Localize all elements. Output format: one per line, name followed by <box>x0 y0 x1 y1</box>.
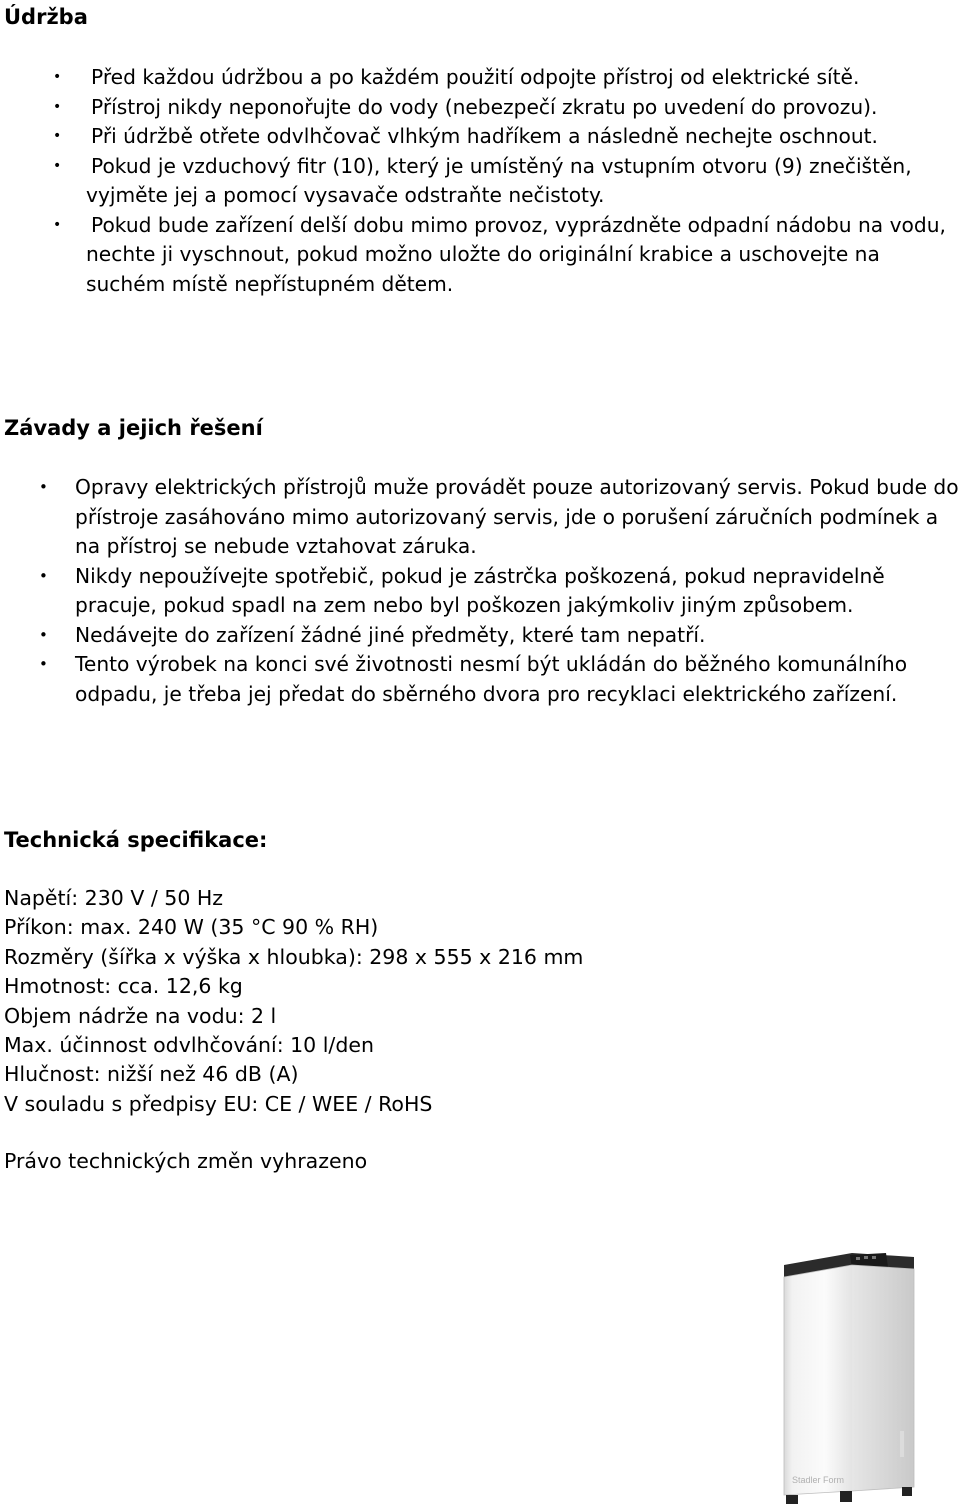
spec-line: V souladu s předpisy EU: CE / WEE / RoHS <box>4 1091 433 1116</box>
list-item-text: Pokud bude zařízení delší dobu mimo provoz, vyprázdněte odpadní nádobu na vodu, nechte ji vyschnout, pokud možno uložte do originální krabice a uschovejte na suchém místě nepřístupném dětem. <box>86 212 946 296</box>
spec-line: Hmotnost: cca. 12,6 kg <box>4 974 243 999</box>
product-brand-label: Stadler Form <box>792 1475 845 1485</box>
maintenance-list <box>86 63 956 299</box>
section-title-faults: Závady a jejich řešení <box>4 416 263 440</box>
list-item-text: Pokud je vzduchový fitr (10), který je umístěný na vstupním otvoru (9) znečištěn, vyjměte jej a pomocí vysavače odstraňte nečistoty. <box>86 153 912 207</box>
section-title-maintenance: Údržba <box>4 5 88 29</box>
spec-line: Napětí: 230 V / 50 Hz <box>4 886 224 910</box>
list-item-text: Opravy elektrických přístrojů muže provádět pouze autorizovaný servis. Pokud bude do přístroje zasáhováno mimo autorizovaný servis, jde o porušení záručních podmínek a na přístroj se nebude vztahovat záruka. <box>75 475 959 558</box>
spec-line: Příkon: max. 240 W (35 °C 90 % RH) <box>4 915 379 940</box>
list-item <box>86 122 956 152</box>
list-item <box>75 650 960 709</box>
list-item-text: Přístroj nikdy neponořujte do vody (nebezpečí zkratu po uvedení do provozu). <box>91 94 878 119</box>
list-item-text: Nikdy nepoužívejte spotřebič, pokud je zástrčka poškozená, pokud nepravidelně pracuje, pokud spadl na zem nebo byl poškozen jakýmkoliv jiným způsobem. <box>75 563 885 617</box>
list-item-text: Nedávejte do zařízení žádné jiné předměty, které tam nepatří. <box>75 622 706 647</box>
list-item <box>75 621 960 651</box>
list-item <box>86 152 956 211</box>
technical-changes-note: Právo technických změn vyhrazeno <box>4 1149 368 1173</box>
list-item <box>75 562 960 621</box>
section-title-specs: Technická specifikace: <box>4 828 268 852</box>
spec-list <box>4 884 583 1119</box>
list-item-text: Před každou údržbou a po každém použití odpojte přístroj od elektrické sítě. <box>91 65 860 89</box>
faults-list <box>75 473 960 709</box>
spec-line: Objem nádrže na vodu: 2 l <box>4 1003 277 1028</box>
list-item <box>86 63 956 93</box>
list-item <box>86 93 956 123</box>
spec-line: Hlučnost: nižší než 46 dB (A) <box>4 1062 299 1087</box>
spec-line: Rozměry (šířka x výška x hloubka): 298 x 555 x 216 mm <box>4 944 584 969</box>
list-item <box>86 211 956 300</box>
list-item-text: Při údržbě otřete odvlhčovač vlhkým hadříkem a následně nechejte oschnout. <box>91 124 878 148</box>
list-item-text: Tento výrobek na konci své životnosti nesmí být ukládán do běžného komunálního odpadu, je třeba jej předat do sběrného dvora pro recyklaci elektrického zařízení. <box>75 652 908 706</box>
dehumidifier-product-image <box>764 1243 934 1508</box>
list-item <box>75 473 960 562</box>
spec-line: Max. účinnost odvlhčování: 10 l/den <box>4 1032 374 1057</box>
